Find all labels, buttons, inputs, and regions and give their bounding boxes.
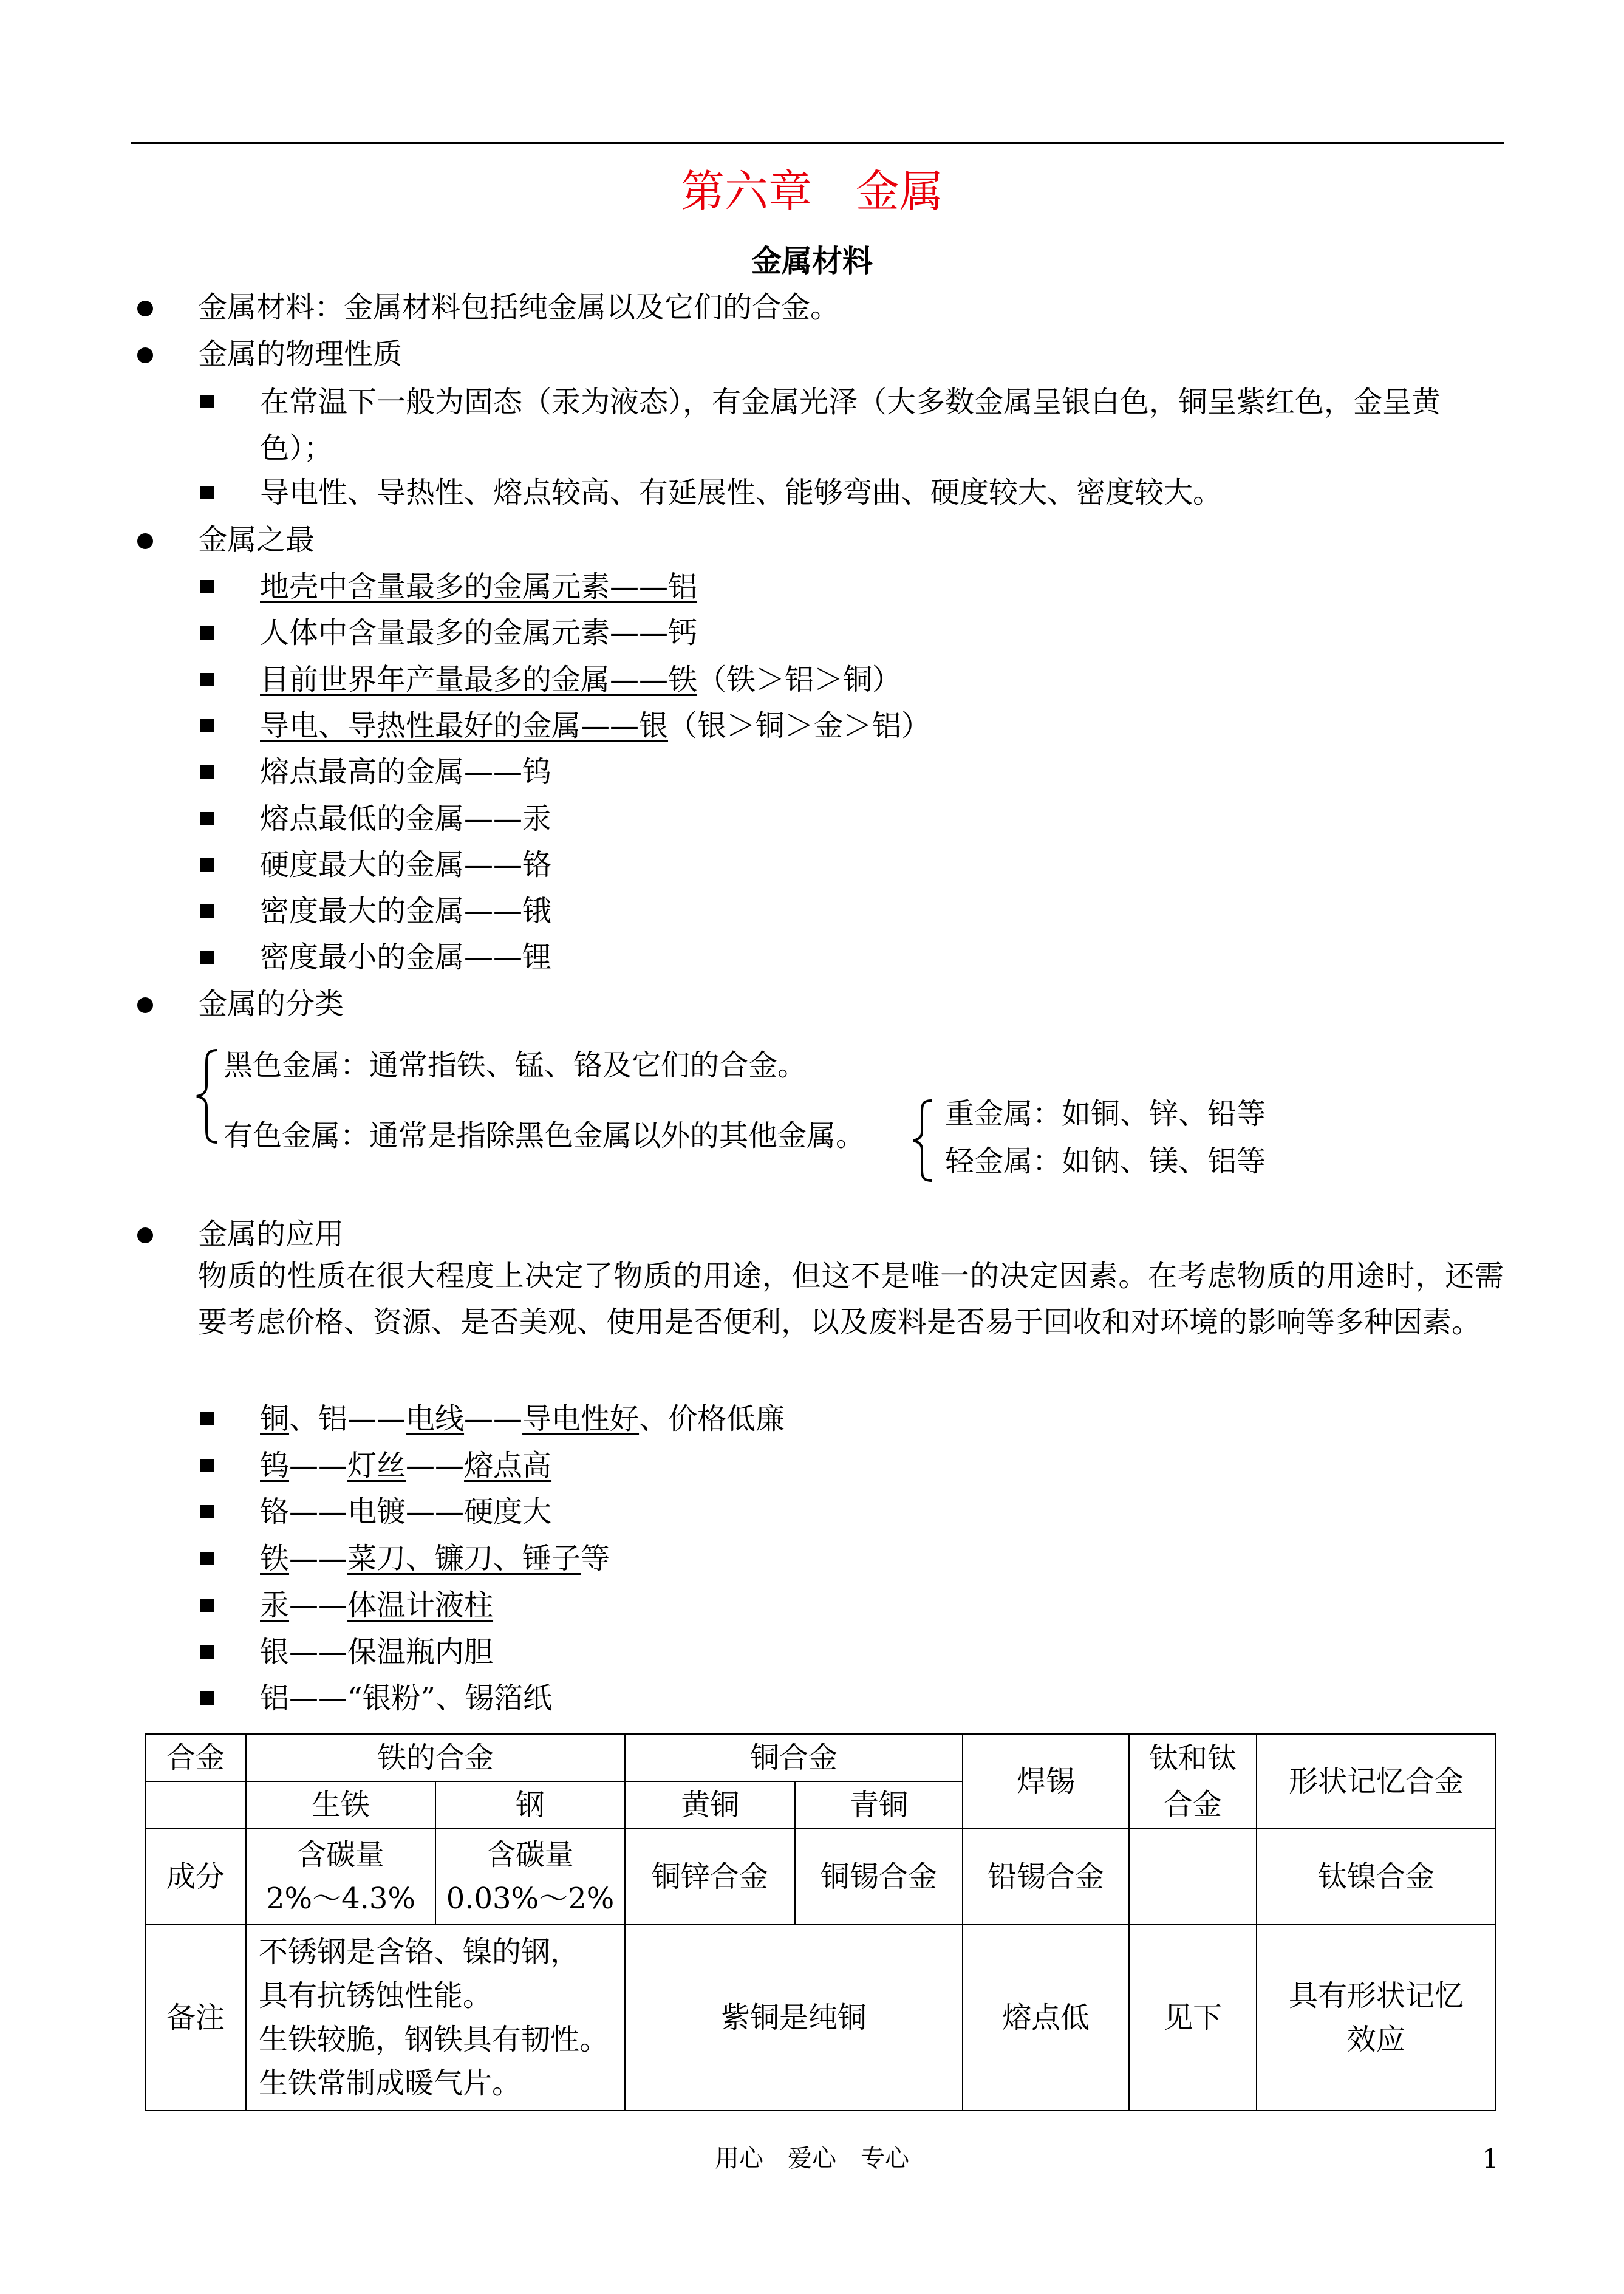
most-item (260, 940, 551, 975)
most-item-underlined: 目前世界年产量最多的金属——铁 (260, 662, 698, 697)
table-cell: 铜锌合金 (625, 1829, 795, 1925)
most-item (260, 848, 551, 883)
alloy-table (145, 1733, 1496, 2111)
bullet-dot (137, 347, 153, 363)
table-cell: 铜合金 (625, 1734, 963, 1781)
table-row (145, 1734, 1496, 1781)
use-item-underlined: 导电性好 (522, 1402, 640, 1436)
light-metal: 轻金属：如钠、镁、铝等 (945, 1144, 1266, 1178)
most-item-text: 熔点最高的金属——钨 (260, 755, 552, 790)
most-item-text: 硬度最大的金属——铬 (260, 847, 552, 882)
use-item-underlined: 菜刀、镰刀、锤子 (347, 1541, 581, 1576)
cell-line: 不锈钢是含铬、镍的钢， (259, 1935, 580, 1969)
table-row (145, 1925, 1496, 2111)
table-cell: 钢 (435, 1781, 625, 1829)
left-brace-icon (193, 1048, 223, 1145)
most-item-text: 密度最小的金属——锂 (260, 940, 552, 975)
bullet-dot (137, 1227, 153, 1243)
use-item (260, 1495, 551, 1530)
use-paragraph: 物质的性质在很大程度上决定了物质的用途，但这不是唯一的决定因素。在考虑物质的用途时，还需要考虑价格、资源、是否美观、使用是否便利，以及废料是否易于回收和对环境的影响等多种因素。 (198, 1259, 1504, 1339)
bullet-square (200, 858, 214, 872)
most-item-text: （银＞铜＞金＞铝） (668, 708, 931, 743)
most-item (260, 616, 697, 651)
table-cell: 铅锡合金 (963, 1829, 1129, 1925)
nonferrous-metal: 有色金属：通常是指除黑色金属以外的其他金属。 (223, 1119, 865, 1153)
section-subtitle: 金属材料 (751, 243, 873, 279)
class-heading: 金属的分类 (198, 987, 344, 1021)
table-cell: 合金 (145, 1734, 246, 1781)
most-item-underlined: 导电、导热性最好的金属——银 (260, 708, 669, 743)
most-item-text: 密度最大的金属——锇 (260, 894, 552, 929)
bullet-dot (137, 533, 153, 549)
table-cell: 见下 (1129, 1925, 1257, 2111)
heavy-metal: 重金属：如铜、锌、铅等 (945, 1097, 1266, 1131)
page-footer: 用心 爱心 专心 (715, 2145, 909, 2173)
table-cell: 铜锡合金 (795, 1829, 963, 1925)
most-item (260, 663, 901, 698)
bullet-square (200, 486, 214, 499)
most-item (260, 709, 930, 744)
table-cell: 熔点低 (963, 1925, 1129, 2111)
use-item (260, 1541, 610, 1577)
use-item-underlined: 灯丝 (347, 1448, 406, 1483)
table-cell: 紫铜是纯铜 (625, 1925, 963, 2111)
bullet-dot (137, 997, 153, 1013)
use-item-text: —— (289, 1588, 348, 1622)
use-item-underlined: 汞 (260, 1588, 290, 1622)
physical-heading: 金属的物理性质 (198, 337, 403, 371)
table-cell: 备注 (145, 1925, 246, 2111)
table-cell (246, 1829, 435, 1925)
table-cell (145, 1781, 246, 1829)
bullet-square (200, 1505, 214, 1518)
table-cell: 黄铜 (625, 1781, 795, 1829)
cell-line: 含碳量 (296, 1838, 384, 1872)
bullet-square (200, 1459, 214, 1472)
bullet-square (200, 1645, 214, 1659)
materials-line: 金属材料：金属材料包括纯金属以及它们的合金。 (198, 290, 840, 324)
cell-line: 生铁常制成暖气片。 (259, 2066, 522, 2100)
most-item-underlined: 地壳中含量最多的金属元素——铝 (260, 570, 698, 604)
chapter-title: 第六章 金属 (680, 166, 943, 217)
most-item-text: 人体中含量最多的金属元素——钙 (260, 616, 698, 650)
table-cell: 成分 (145, 1829, 246, 1925)
most-item (260, 755, 551, 790)
table-cell (435, 1829, 625, 1925)
most-item (260, 802, 551, 837)
use-item-underlined: 铁 (260, 1541, 290, 1576)
table-cell: 青铜 (795, 1781, 963, 1829)
table-cell-note-iron (246, 1925, 625, 2111)
table-cell: 铁的合金 (246, 1734, 625, 1781)
bullet-square (200, 951, 214, 964)
bullet-square (200, 1599, 214, 1612)
table-cell (1129, 1829, 1257, 1925)
use-item-underlined: 体温计液柱 (347, 1588, 494, 1622)
table-cell: 钛镍合金 (1257, 1829, 1496, 1925)
use-item (260, 1588, 493, 1623)
bullet-square (200, 904, 214, 918)
use-item-text: 铬——电镀——硬度大 (260, 1495, 552, 1529)
page-number: 1 (1482, 2144, 1499, 2175)
use-item-text: —— (464, 1402, 523, 1436)
table-cell (1257, 1925, 1496, 2111)
left-brace-icon (910, 1098, 937, 1183)
bullet-square (200, 580, 214, 593)
use-item-text: —— (406, 1448, 465, 1483)
bullet-square (200, 1691, 214, 1705)
cell-line: 效应 (1347, 2023, 1406, 2057)
cell-line: 生铁较脆，钢铁具有韧性。 (259, 2023, 609, 2057)
use-item-text: 铝——“银粉”、锡箔纸 (260, 1681, 553, 1716)
use-item-underlined: 电线 (406, 1402, 465, 1436)
use-item-text: 银——保温瓶内胆 (260, 1634, 494, 1669)
most-item (260, 894, 551, 929)
use-item (260, 1402, 785, 1437)
use-heading: 金属的应用 (198, 1217, 344, 1251)
physical-item: 导电性、导热性、熔点较高、有延展性、能够弯曲、硬度较大、密度较大。 (260, 476, 1223, 510)
use-item (260, 1635, 493, 1670)
bullet-square (200, 812, 214, 825)
bullet-square (200, 626, 214, 640)
cell-line: 2%～4.3% (265, 1882, 416, 1916)
cell-line: 具有形状记忆 (1289, 1979, 1464, 2013)
cell-line: 0.03%～2% (446, 1882, 615, 1916)
use-item (260, 1681, 552, 1716)
most-item (260, 570, 697, 605)
bullet-square (200, 1552, 214, 1565)
ferrous-metal: 黑色金属：通常指铁、锰、铬及它们的合金。 (223, 1048, 807, 1082)
most-item-text: 熔点最低的金属——汞 (260, 801, 552, 836)
table-cell: 形状记忆合金 (1257, 1734, 1496, 1829)
bullet-square (200, 395, 214, 408)
most-item-text: （铁＞铝＞铜） (697, 662, 902, 697)
use-item-text: 、价格低廉 (639, 1402, 785, 1436)
bullet-dot (137, 301, 153, 316)
header-rule (131, 142, 1504, 144)
bullet-square (200, 1412, 214, 1425)
use-item-underlined: 熔点高 (464, 1448, 552, 1483)
use-item-text: 、铝—— (289, 1402, 406, 1436)
table-row (145, 1829, 1496, 1925)
physical-item: 在常温下一般为固态（汞为液态），有金属光泽（大多数金属呈银白色，铜呈紫红色，金呈黄色）； (260, 385, 1441, 465)
cell-line: 含碳量 (486, 1838, 575, 1872)
use-item-text: —— (289, 1448, 348, 1483)
use-item-underlined: 铜 (260, 1402, 290, 1436)
use-item-text: —— (289, 1541, 348, 1576)
cell-line: 具有抗锈蚀性能。 (259, 1979, 493, 2013)
most-heading: 金属之最 (198, 523, 315, 557)
bullet-square (200, 719, 214, 732)
bullet-square (200, 673, 214, 686)
use-item-underlined: 钨 (260, 1448, 290, 1483)
bullet-square (200, 765, 214, 779)
use-item (260, 1449, 551, 1484)
use-item-text: 等 (581, 1541, 610, 1576)
table-cell: 焊锡 (963, 1734, 1129, 1829)
table-cell: 钛和钛合金 (1129, 1734, 1257, 1829)
table-cell: 生铁 (246, 1781, 435, 1829)
